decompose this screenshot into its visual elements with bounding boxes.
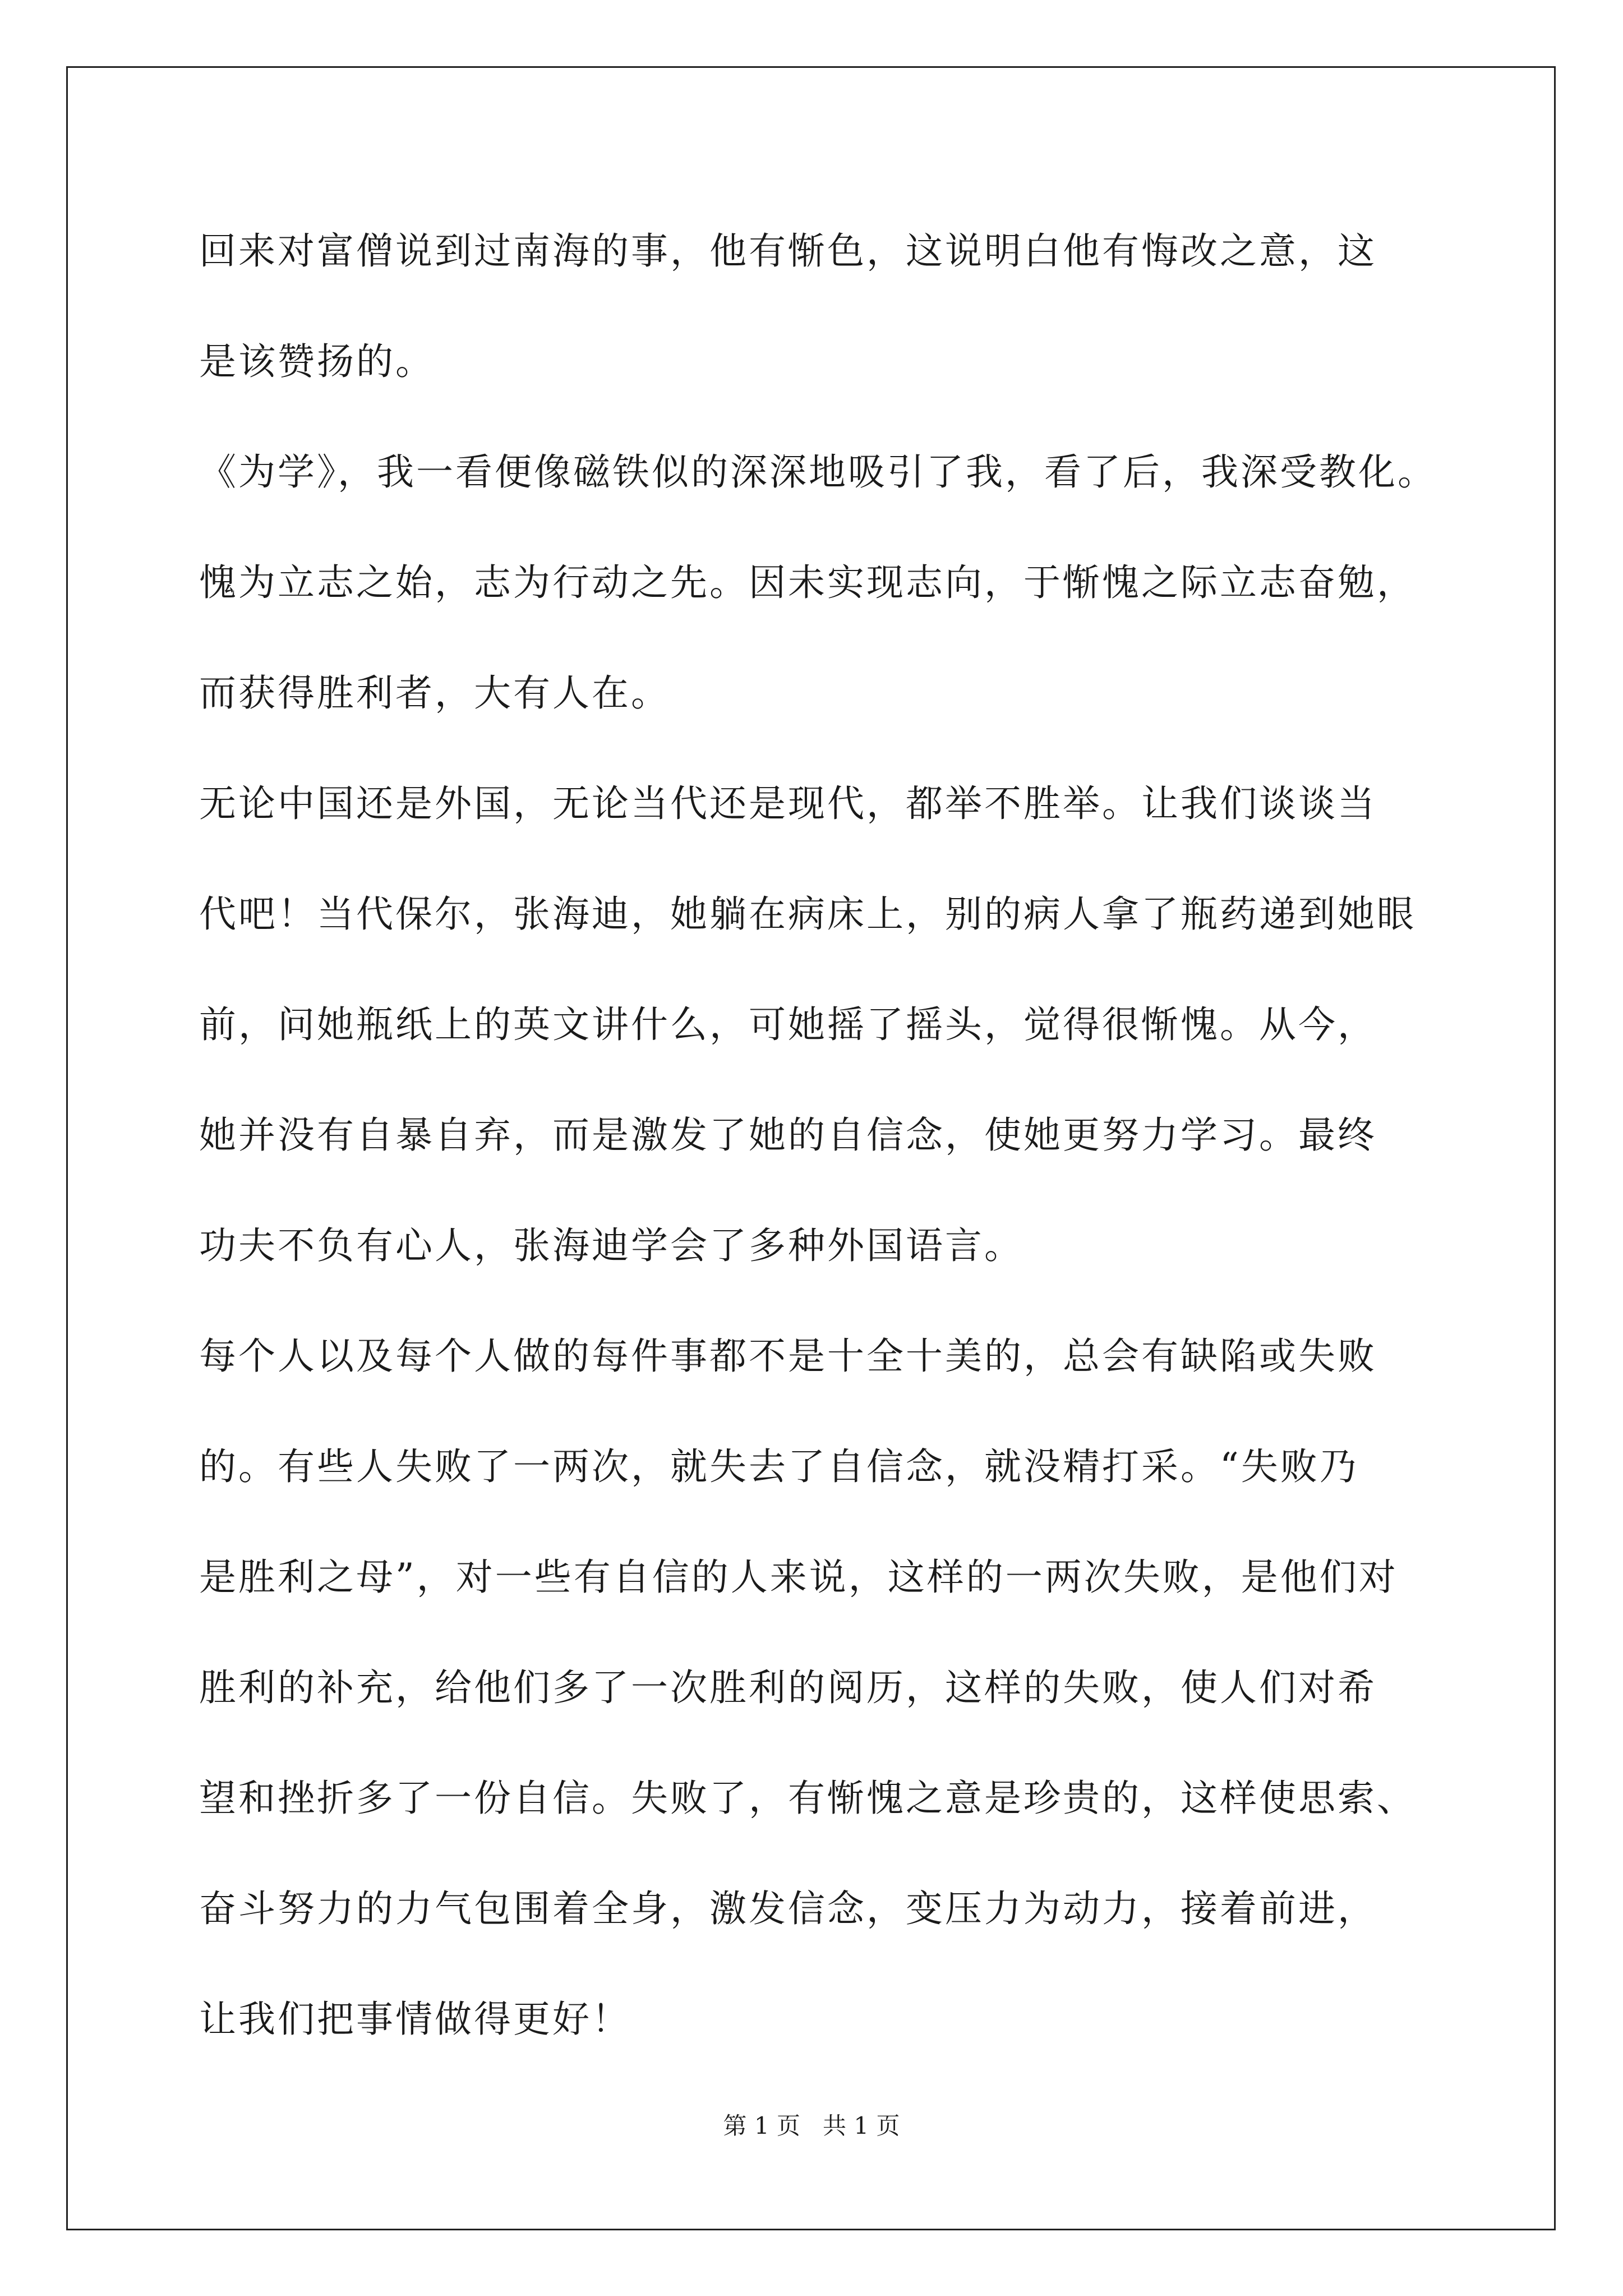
- text-line: 而获得胜利者，大有人在。: [199, 671, 670, 715]
- document-body: [199, 212, 1461, 2091]
- text-line: 功夫不负有心人，张海迪学会了多种外国语言。: [199, 1224, 1023, 1267]
- text-line: 的。有些人失败了一两次，就失去了自信念，就没精打采。“失败乃: [199, 1445, 1359, 1488]
- text-line: 前，问她瓶纸上的英文讲什么，可她摇了摇头，觉得很惭愧。从今，: [199, 1003, 1377, 1046]
- text-line: 她并没有自暴自弃，而是激发了她的自信念，使她更努力学习。最终: [199, 1114, 1377, 1157]
- text-line: 代吧！当代保尔，张海迪，她躺在病床上，别的病人拿了瓶药递到她眼: [199, 892, 1416, 936]
- text-line: 愧为立志之始，志为行动之先。因未实现志向，于惭愧之际立志奋勉，: [199, 561, 1416, 604]
- text-line: 胜利的补充，给他们多了一次胜利的阅历，这样的失败，使人们对希: [199, 1666, 1377, 1709]
- text-line: 是该赞扬的。: [199, 340, 435, 383]
- text-line: 是胜利之母”，对一些有自信的人来说，这样的一两次失败，是他们对: [199, 1556, 1398, 1599]
- page-number-footer: 第 1 页 共 1 页: [723, 2112, 900, 2139]
- text-line: 让我们把事情做得更好！: [199, 1998, 631, 2041]
- text-line: 回来对富僧说到过南海的事，他有惭色，这说明白他有悔改之意，这: [199, 229, 1377, 273]
- text-line: 望和挫折多了一份自信。失败了，有惭愧之意是珍贵的，这样使思索、: [199, 1777, 1416, 1820]
- text-line: 每个人以及每个人做的每件事都不是十全十美的，总会有缺陷或失败: [199, 1335, 1377, 1378]
- text-line: 无论中国还是外国，无论当代还是现代，都举不胜举。让我们谈谈当: [199, 782, 1377, 825]
- text-line: 奋斗努力的力气包围着全身，激发信念，变压力为动力，接着前进，: [199, 1887, 1377, 1930]
- text-line: 《为学》，我一看便像磁铁似的深深地吸引了我，看了后，我深受教化。: [199, 450, 1437, 494]
